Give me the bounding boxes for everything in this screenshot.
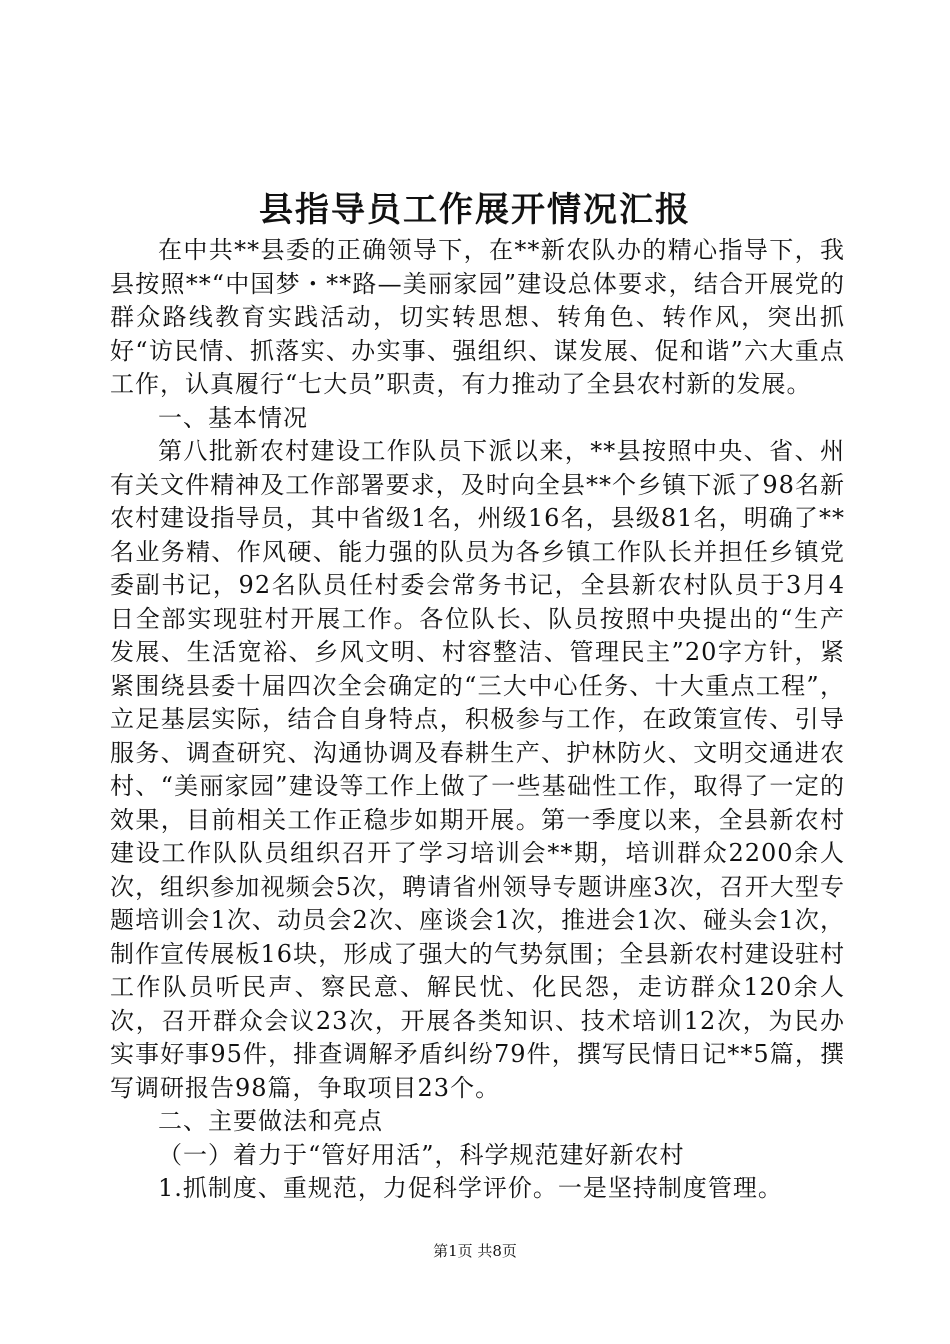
- item-paragraph-1: 1.抓制度、重规范，力促科学评价。一是坚持制度管理。: [158, 1174, 783, 1202]
- document-title: 县指导员工作展开情况汇报: [259, 190, 691, 230]
- subsection-heading-1: （一）着力于“管好用活”，科学规范建好新农村: [158, 1140, 685, 1169]
- intro-paragraph: 在中共**县委的正确领导下，在**新农队办的精心指导下，我县按照**“中国梦・**路—美丽家园”建设总体要求，结合开展党的群众路线教育实践活动，切实转思想、转角色、转作风，突出抓好“访民情、抓落实、办实事、强组织、谋发展、促和谐”六大重点工作，认真履行“七大员”职责，有力推动了全县农村新的发展。: [110, 236, 845, 398]
- section-heading-basic-situation: 一、基本情况: [158, 403, 308, 432]
- section-heading-main-practices: 二、主要做法和亮点: [158, 1107, 383, 1135]
- page-number-footer: 第1页 共8页: [433, 1242, 517, 1260]
- document-body: [110, 234, 845, 1206]
- basic-situation-paragraph: 第八批新农村建设工作队员下派以来，**县按照中央、省、州有关文件精神及工作部署要求，及时向全县**个乡镇下派了98名新农村建设指导员，其中省级1名，州级16名，县级81名，明确了**名业务精、作风硬、能力强的队员为各乡镇工作队长并担任乡镇党委副书记，92名队员任村委会常务书记，全县新农村队员于3月4日全部实现驻村开展工作。各位队长、队员按照中央提出的“生产发展、生活宽裕、乡风文明、村容整洁、管理民主”20字方针，紧紧围绕县委十届四次全会确定的“三大中心任务、十大重点工程”，立足基层实际，结合自身特点，积极参与工作，在政策宣传、引导服务、调查研究、沟通协调及春耕生产、护林防火、文明交通进农村、“美丽家园”建设等工作上做了一些基础性工作，取得了一定的效果，目前相关工作正稳步如期开展。第一季度以来，全县新农村建设工作队队员组织召开了学习培训会**期，培训群众2200余人次，组织参加视频会5次，聘请省州领导专题讲座3次，召开大型专题培训会1次、动员会2次、座谈会1次，推进会1次、碰头会1次，制作宣传展板16块，形成了强大的气势氛围；全县新农村建设驻村工作队员听民声、察民意、解民忧、化民怨，走访群众120余人次，召开群众会议23次，开展各类知识、技术培训12次，为民办实事好事95件，排查调解矛盾纠纷79件，撰写民情日记**5篇，撰写调研报告98篇，争取项目23个。: [110, 437, 845, 1102]
